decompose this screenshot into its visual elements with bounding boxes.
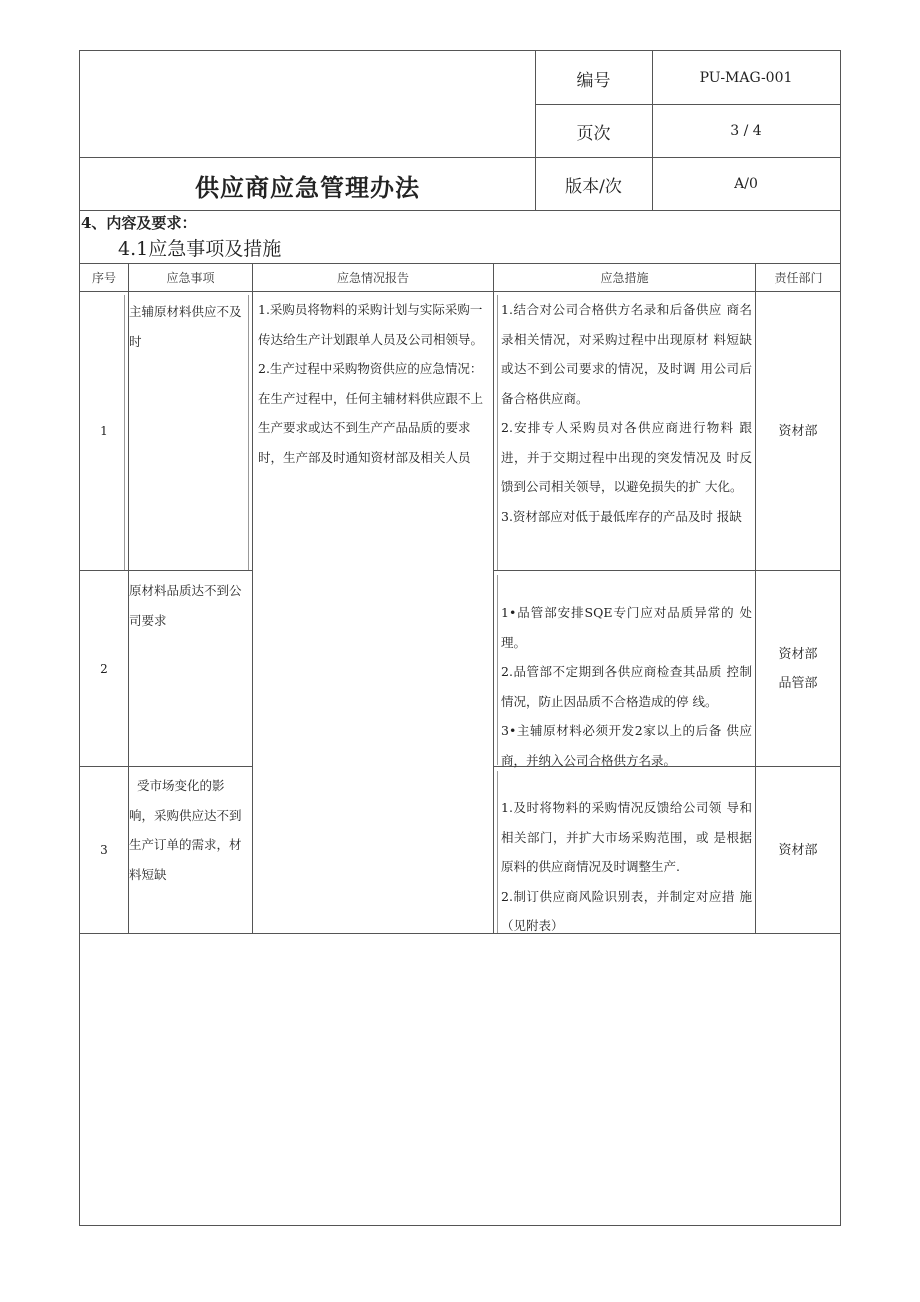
report-paragraph: 2.生产过程中采购物资供应的应急情况：在生产过程中，任何主辅材料供应跟不上生产要求或达不到生产产品品质的要求时，生产部及时通知资材部及相关人员 <box>258 361 484 465</box>
measure-paragraph: 3•主辅原材料必须开发2家以上的后备 供应商，并纳入公司合格供方名录。 <box>501 723 752 768</box>
doc-number-label: 编号 <box>576 70 611 91</box>
column-divider <box>493 263 494 933</box>
doc-number-value: PU-MAG-001 <box>699 70 793 86</box>
row-number: 2 <box>100 661 108 676</box>
inner-divider <box>497 771 498 933</box>
measure-paragraph: 1.结合对公司合格供方名录和后备供应 商名录相关情况，对采购过程中出现原材 料短缺或达不到公司要求的情况，及时调 用公司后备合格供应商。 <box>501 302 752 406</box>
responsible-dept <box>756 767 840 933</box>
dept-name: 资材部 <box>778 423 818 439</box>
inner-divider <box>497 295 498 570</box>
column-header-item: 应急事项 <box>166 271 215 285</box>
column-header-report: 应急情况报告 <box>336 271 409 285</box>
section-title: 4、内容及要求： <box>81 214 197 232</box>
emergency-report-cell <box>258 295 490 472</box>
page-value: 3 / 4 <box>730 123 762 139</box>
column-header-dept: 责任部门 <box>774 271 823 285</box>
dept-name: 品管部 <box>778 675 818 691</box>
responsible-dept <box>756 571 840 766</box>
column-header-measures: 应急措施 <box>600 271 649 285</box>
document-page <box>79 50 841 1226</box>
measure-paragraph: 2.安排专人采购员对各供应商进行物料 跟进，并于交期过程中出现的突发情况及 时反馈到公司相关领导，以避免损失的扩 大化。 <box>501 420 752 494</box>
emergency-item: 受市场变化的影响，采购供应达不到生产订单的需求，材料短缺 <box>129 778 242 882</box>
emergency-item: 主辅原材料供应不及时 <box>129 304 242 349</box>
document-title: 供应商应急管理办法 <box>195 172 420 202</box>
measure-paragraph: 1.及时将物料的采购情况反馈给公司领 导和相关部门，并扩大市场采购范围，或 是根据原料的供应商情况及时调整生产. <box>501 800 752 874</box>
measures-cell <box>501 295 752 531</box>
version-value: A/0 <box>734 176 758 192</box>
report-paragraph: 1.采购员将物料的采购计划与实际采购一传达给生产计划跟单人员及公司相领导。 <box>258 302 484 347</box>
column-header-no: 序号 <box>91 271 116 285</box>
page-label: 页次 <box>576 123 611 144</box>
column-divider <box>252 263 253 933</box>
row-number: 1 <box>100 424 108 438</box>
subsection-title: 4.1应急事项及措施 <box>118 238 282 260</box>
version-label: 版本/次 <box>565 176 622 197</box>
measures-cell <box>501 598 752 775</box>
dept-name: 资材部 <box>778 842 818 858</box>
measures-cell <box>501 793 752 941</box>
measure-paragraph: 3.资材部应对低于最低库存的产品及时 报缺 <box>501 508 742 524</box>
inner-divider <box>497 575 498 765</box>
measure-paragraph: 1•品管部安排SQE专门应对品质异常的 处理。 <box>501 605 752 650</box>
dept-name: 资材部 <box>778 646 818 662</box>
responsible-dept <box>756 292 840 570</box>
emergency-item: 原材料品质达不到公司要求 <box>129 583 242 628</box>
table-header-border <box>80 291 841 292</box>
row-number: 3 <box>100 843 108 857</box>
measure-paragraph: 2.制订供应商风险识别表，并制定对应措 施（见附表） <box>501 888 752 933</box>
measure-paragraph: 2.品管部不定期到各供应商检查其品质 控制情况，防止因品质不合格造成的停 线。 <box>501 664 752 709</box>
